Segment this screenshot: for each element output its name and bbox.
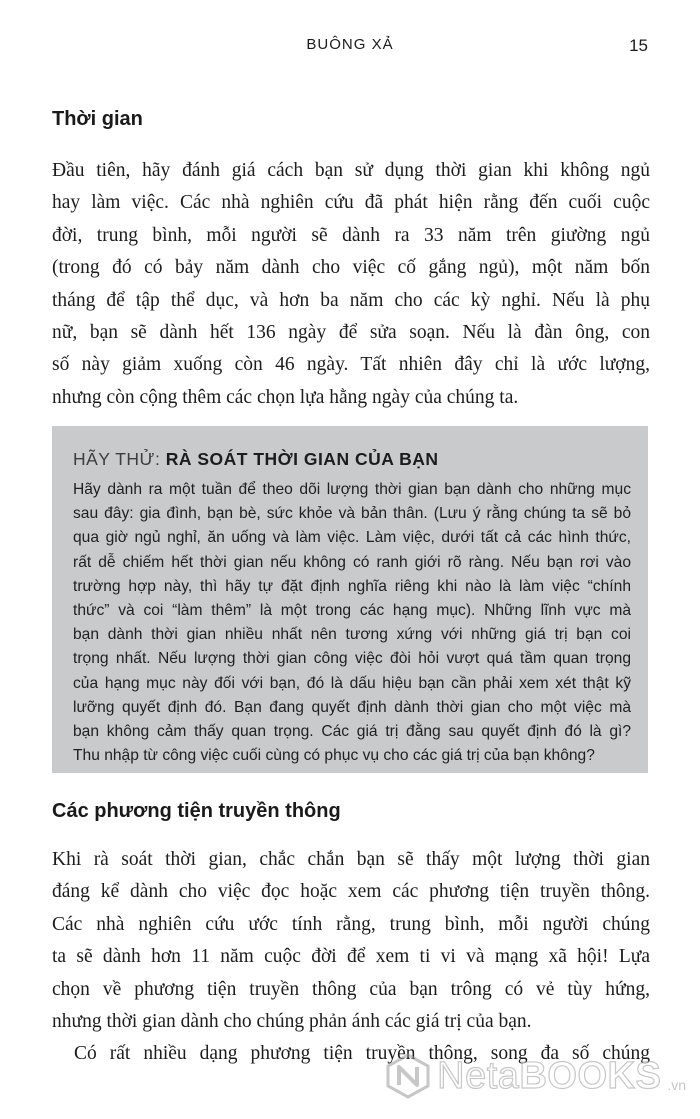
text-line: thức” và coi “làm thêm” là một trong các hạng mục). Những lĩnh vực mà (73, 602, 631, 620)
section-heading-time: Thời gian (52, 108, 143, 130)
section-heading-media: Các phương tiện truyền thông (52, 800, 341, 822)
text-line: trường hợp này, thì hãy tự đặt định nghĩa riêng khi nào là làm việc “chính (73, 577, 631, 595)
try-it-box (52, 426, 648, 773)
text-line: bạn dành thời gian nhiều nhất nên tương xứng với những giá trị bạn coi (73, 626, 631, 644)
paragraph-media (52, 844, 650, 1071)
publisher-watermark (385, 1053, 686, 1099)
try-it-heading: RÀ SOÁT THỜI GIAN CỦA BẠN (165, 449, 439, 469)
text-line: Thu nhập từ công việc cuối cùng có phục vụ cho các giá trị của bạn không? (73, 747, 595, 765)
page-number: 15 (629, 36, 648, 55)
text-line: chọn về phương tiện truyền thông của bạn trông có vẻ tùy hứng, (52, 978, 650, 1000)
text-line: Có rất nhiều dạng phương tiện truyền thông, song đa số chúng (74, 1043, 650, 1065)
text-line: nhưng thời gian dành cho chúng phản ánh các giá trị của bạn. (52, 1011, 532, 1033)
watermark-suffix: .vn (667, 1077, 686, 1093)
watermark-brand-bold: BOOKS (519, 1054, 662, 1097)
try-it-text (73, 478, 631, 768)
text-line: rất dễ chiếm hết thời gian nếu không có ranh giới rõ ràng. Nếu bạn rơi vào (73, 553, 631, 571)
text-line: tháng để tập thể dục, và hơn ba năm cho các kỳ nghỉ. Nếu là phụ (52, 289, 650, 311)
try-it-label: HÃY THỬ: (73, 449, 161, 469)
text-line: trọng nhất. Nếu lượng thời gian công việc đòi hỏi vượt quá tầm quan trọng (73, 650, 631, 668)
try-it-title (73, 449, 438, 470)
text-line: hay làm việc. Các nhà nghiên cứu đã phát hiện rằng đến cuối cuộc (52, 192, 650, 214)
watermark-brand-regular: Neta (437, 1054, 520, 1097)
text-line: đời, trung bình, mỗi người sẽ dành ra 33 năm trên giường ngủ (52, 224, 650, 246)
text-line: Khi rà soát thời gian, chắc chắn bạn sẽ thấy một lượng thời gian (52, 849, 650, 870)
text-line: ta sẽ dành hơn 11 năm cuộc đời để xem ti vi và mạng xã hội! Lựa (52, 946, 650, 968)
text-line: của hạng mục này đối với bạn, đó là dấu hiệu bạn cần phải xem xét thật kỹ (73, 674, 631, 692)
paragraph-time (52, 155, 650, 414)
text-line: (trong đó có bảy năm dành cho việc cố gắng ngủ), một năm bốn (52, 257, 650, 279)
text-line: Các nhà nghiên cứu ước tính rằng, trung bình, mỗi người chúng (52, 913, 650, 935)
text-line: nữ, bạn sẽ dành hết 136 ngày để sửa soạn. Nếu là đàn ông, con (52, 322, 650, 344)
text-line: Đầu tiên, hãy đánh giá cách bạn sử dụng thời gian khi không ngủ (52, 160, 650, 181)
text-line: sau đây: gia đình, bạn bè, sức khỏe và bản thân. (Lưu ý rằng chúng ta sẽ bỏ (73, 505, 631, 523)
watermark-brand (437, 1055, 661, 1098)
text-line: qua giờ ngủ nghỉ, ăn uống và làm việc. Làm việc, dưới tất cả các hình thức, (73, 529, 631, 547)
text-line: nhưng còn cộng thêm các chọn lựa hằng ngày của chúng ta. (52, 386, 519, 408)
netabooks-logo-icon (385, 1053, 431, 1099)
text-line: số này giảm xuống còn 46 ngày. Tất nhiên đây chỉ là ước lượng, (52, 354, 650, 376)
text-line: Hãy dành ra một tuần để theo dõi lượng thời gian bạn dành cho những mục (73, 481, 631, 498)
text-line: lưỡng quyết định đó. Bạn đang quyết định dành thời gian cho một việc mà (73, 698, 631, 716)
text-line: đáng kể dành cho việc đọc hoặc xem các phương tiện truyền thông. (52, 881, 650, 903)
text-line: bạn không cảm thấy quan trọng. Các giá trị đằng sau quyết định đó là gì? (73, 723, 631, 741)
running-title: BUÔNG XẢ (306, 36, 394, 53)
